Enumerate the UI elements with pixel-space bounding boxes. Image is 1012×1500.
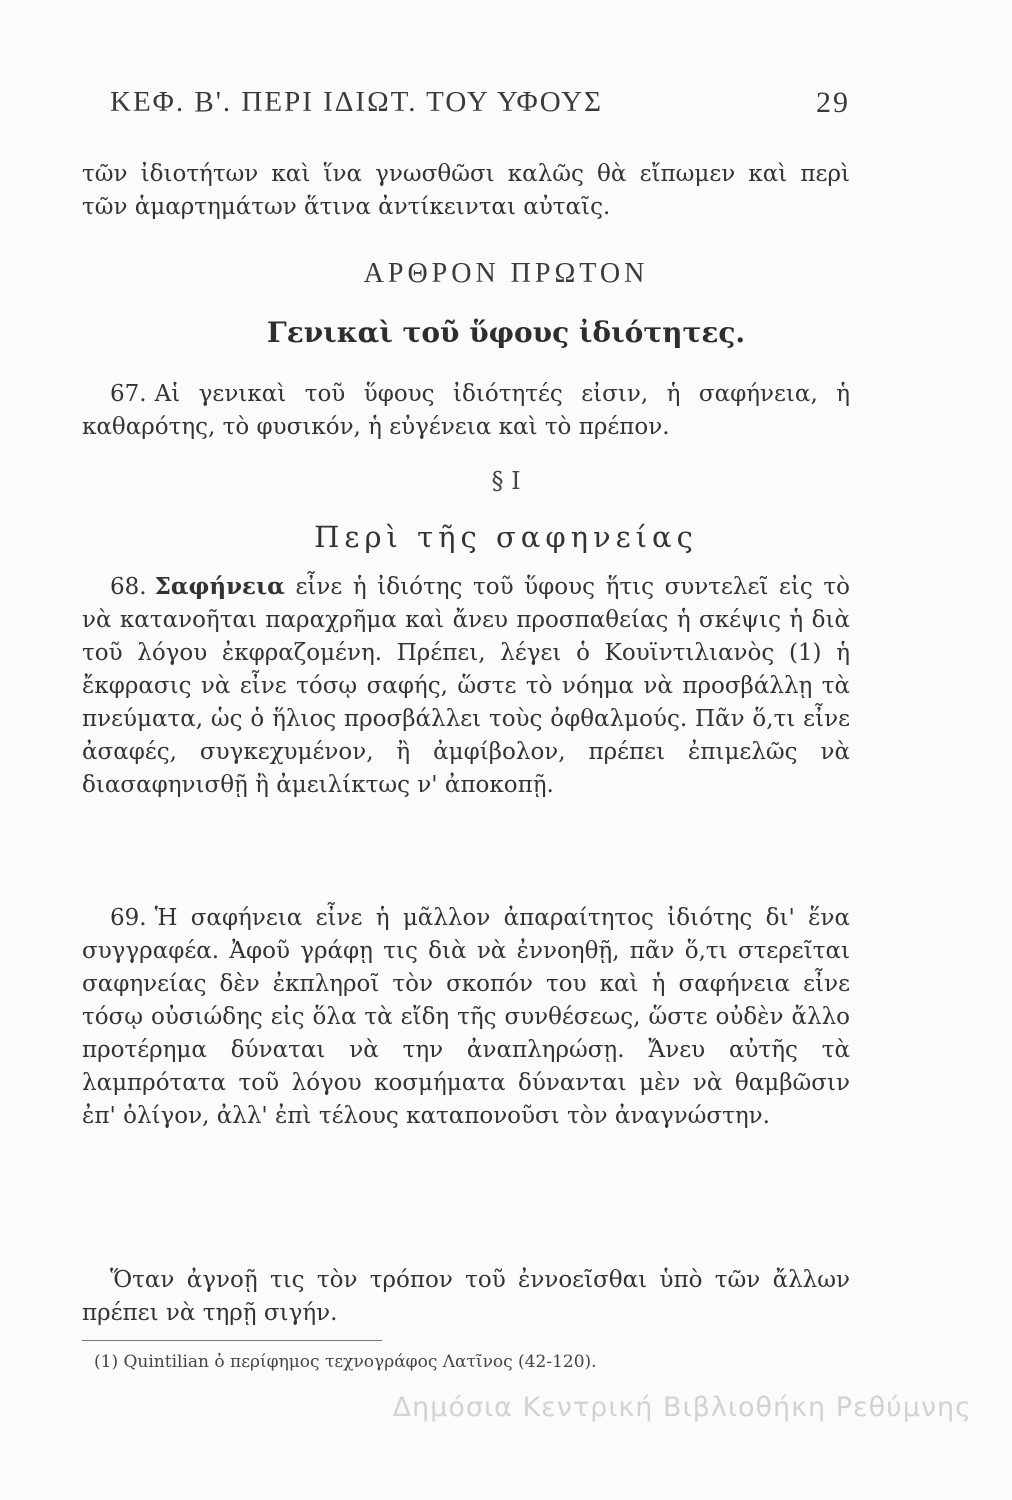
library-watermark: Δημόσια Κεντρική Βιβλιοθήκη Ρεθύμνης [392, 1392, 972, 1423]
page-number: 29 [816, 86, 850, 119]
paragraph-number: 67. [110, 381, 147, 407]
paragraph-text: Αἱ γενικαὶ τοῦ ὕφους ἰδιότητές εἰσιν, ἡ σαφήνεια, ἡ καθαρότης, τὸ φυσικόν, ἡ εὐγένεια καὶ τὸ πρέπον. [82, 381, 850, 440]
section-title: Περὶ τῆς σαφηνείας [314, 520, 698, 554]
paragraph-69 [82, 902, 850, 1133]
section-mark: § I [491, 467, 521, 495]
lead-term: Σαφήνεια [154, 573, 285, 600]
paragraph-68 [82, 570, 850, 802]
article-subtitle: Γενικαὶ τοῦ ὕφους ἰδιότητες. [266, 316, 746, 349]
intro-paragraph [82, 158, 850, 224]
chapter-title: ΚΕΦ. Β'. ΠΕΡΙ ΙΔΙΩΤ. ΤΟΥ ΥΦΟΥΣ [110, 86, 604, 118]
paragraph-text: εἶνε ἡ ἰδιότης τοῦ ὕφους ἥτις συντελεῖ εἰς τὸ νὰ κατανοῆται παραχρῆμα καὶ ἄνευ προσπαθείας ἡ σκέψις ἡ διὰ τοῦ λόγου ἐκφραζομένη. Πρέπει, λέγει ὁ Κουϊντιλιανὸς (1) ἡ ἔκφρασις νὰ εἶνε τόσῳ σαφής, ὥστε τὸ νόημα νὰ προσβάλλῃ τὰ πνεύματα, ὡς ὁ ἥλιος προσβάλλει τοὺς ὀφθαλμούς. Πᾶν ὅ,τι εἶνε ἀσαφές, συγκεχυμένον, ἢ ἀμφίβολον, πρέπει ἐπιμελῶς νὰ διασαφηνισθῇ ἢ ἀμειλίκτως ν' ἀποκοπῇ. [82, 574, 850, 798]
paragraph-number: 68. [110, 574, 147, 600]
intro-text: τῶν ἰδιοτήτων καὶ ἵνα γνωσθῶσι καλῶς θὰ εἴπωμεν καὶ περὶ τῶν ἁμαρτημάτων ἅτινα ἀντίκεινται αὐταῖς. [82, 161, 850, 220]
paragraph-text: Ἡ σαφήνεια εἶνε ἡ μᾶλλον ἀπαραίτητος ἰδιότης δι' ἕνα συγγραφέα. Ἀφοῦ γράφῃ τις διὰ νὰ ἐννοηθῇ, πᾶν ὅ,τι στερεῖται σαφηνείας δὲν ἐκπληροῖ τὸν σκοπόν του καὶ ἡ σαφήνεια εἶνε τόσῳ οὐσιώδης εἰς ὅλα τὰ εἴδη τῆς συνθέσεως, ὥστε οὐδὲν ἄλλο προτέρημα δύναται νὰ την ἀναπληρώσῃ. Ἄνευ αὐτῆς τὰ λαμπρότατα τοῦ λόγου κοσμήματα δύνανται μὲν νὰ θαμβῶσιν ἐπ' ὀλίγον, ἀλλ' ἐπὶ τέλους καταπονοῦσι τὸν ἀναγνώστην. [82, 905, 850, 1129]
closing-paragraph [82, 1264, 850, 1330]
running-head [110, 86, 850, 126]
paragraph-number: 69. [110, 905, 147, 931]
footnote-rule [82, 1340, 382, 1341]
paragraph-text: Ὅταν ἀγνοῇ τις τὸν τρόπον τοῦ ἐννοεῖσθαι ὑπὸ τῶν ἄλλων πρέπει νὰ τηρῇ σιγήν. [82, 1267, 850, 1326]
article-title: ΑΡΘΡΟΝ ΠΡΩΤΟΝ [363, 258, 649, 289]
footnote: (1) Quintilian ὁ περίφημος τεχνογράφος Λατῖνος (42-120). [94, 1352, 597, 1372]
paragraph-67 [82, 378, 850, 444]
